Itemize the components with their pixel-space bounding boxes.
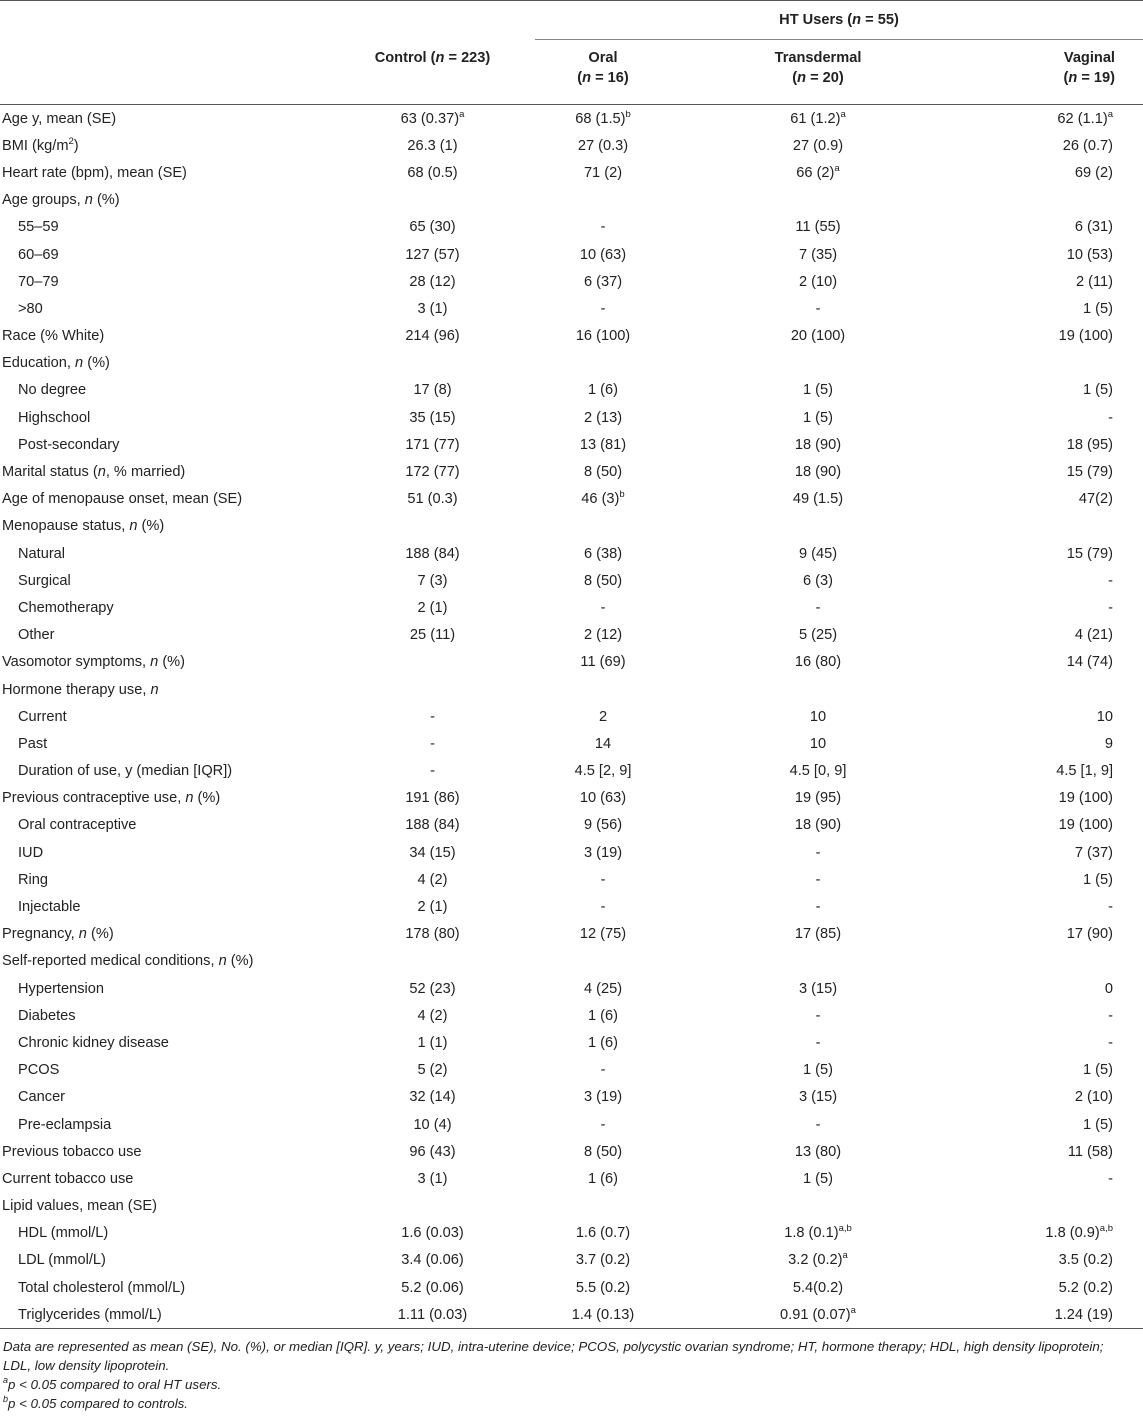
transdermal-cell: - (815, 599, 821, 616)
row-label: IUD (18, 844, 44, 861)
control-cell (330, 649, 535, 676)
row-label: Hypertension (18, 980, 104, 997)
table-row (0, 513, 1143, 540)
vaginal-cell: 19 (100) (1058, 328, 1113, 345)
row-label: Duration of use, y (median [IQR]) (18, 763, 233, 780)
control-cell: 3 (1) (417, 300, 448, 317)
vaginal-cell: - (1108, 572, 1113, 589)
table-row (0, 866, 1143, 893)
transdermal-cell: 27 (0.9) (792, 137, 844, 154)
vaginal-cell: 1.8 $(0.9)^{a,b}$ (1045, 1223, 1113, 1242)
oral-cell: 46 $(3)^b$ (581, 489, 625, 508)
row-label: Surgical (18, 572, 71, 589)
table-row (0, 159, 1143, 186)
vaginal-cell (965, 1193, 1143, 1220)
vaginal-cell (965, 350, 1143, 377)
table-row (0, 649, 1143, 676)
control-cell: - (430, 735, 435, 752)
vaginal-cell: 5.2 (0.2) (1058, 1279, 1113, 1296)
row-label: Past (18, 735, 48, 752)
table-row (0, 458, 1143, 485)
row-label: Previous tobacco use (2, 1143, 142, 1160)
table-row (0, 812, 1143, 839)
table-row (0, 567, 1143, 594)
vaginal-cell: 1.24 (19) (965, 1301, 1143, 1329)
row-label: No degree (18, 382, 87, 399)
vaginal-cell: 1 (5) (1082, 871, 1113, 888)
control-cell: 5.2 (0.06) (401, 1279, 464, 1296)
control-cell (330, 350, 535, 377)
transdermal-column-header: Transdermal (n = 20) (774, 50, 862, 86)
transdermal-cell: 11 (55) (795, 219, 841, 236)
oral-cell: 12 (75) (579, 926, 627, 943)
transdermal-cell: 1 (5) (802, 382, 833, 399)
control-cell: 68 (0.5) (407, 164, 458, 181)
table-row (0, 540, 1143, 567)
vaginal-cell: - (1108, 899, 1113, 916)
vaginal-cell: 1 (5) (1082, 1062, 1113, 1079)
transdermal-cell: 10 (809, 735, 827, 752)
oral-cell (535, 1193, 671, 1220)
row-label: Hormone therapy use, n (2, 681, 159, 698)
oral-cell: 6 (38) (583, 545, 623, 562)
control-cell: 96 (43) (409, 1143, 456, 1160)
row-label: BMI $(kg/m^2)$ (2, 135, 79, 154)
transdermal-cell: 18 (90) (794, 436, 842, 453)
control-cell: 188 (84) (405, 545, 460, 562)
vaginal-cell (965, 513, 1143, 540)
transdermal-cell: 1 (5) (802, 1170, 833, 1187)
transdermal-cell: - (815, 1116, 821, 1133)
oral-cell: 5.5 (0.2) (575, 1279, 631, 1296)
row-label: Total cholesterol (mmol/L) (18, 1279, 186, 1296)
vaginal-cell: 1 (5) (1082, 382, 1113, 399)
row-label: Post-secondary (18, 436, 120, 453)
table-row (0, 594, 1143, 621)
vaginal-cell: - (1108, 1007, 1113, 1024)
oral-cell: 71 (2) (583, 164, 623, 181)
oral-cell (535, 350, 671, 377)
table-row (0, 975, 1143, 1002)
table-row (0, 1029, 1143, 1056)
vaginal-cell: 69 (2) (1074, 164, 1113, 181)
table-row (0, 1247, 1143, 1274)
transdermal-cell: 17 (85) (794, 926, 842, 943)
table-row (0, 893, 1143, 920)
transdermal-cell: 61 $(1.2)^a$ (790, 108, 846, 127)
row-label: Ring (18, 871, 49, 888)
row-label: Highschool (18, 409, 91, 426)
table-row (0, 785, 1143, 812)
oral-cell: - (600, 871, 606, 888)
table-header (0, 1, 1143, 105)
vaginal-cell: 7 (37) (1074, 844, 1113, 861)
oral-cell: 2 (598, 708, 608, 725)
oral-cell: - (600, 599, 606, 616)
transdermal-cell: 13 (80) (794, 1143, 842, 1160)
vaginal-cell: 11 (58) (1067, 1143, 1113, 1160)
oral-cell: 14 (594, 735, 612, 752)
oral-cell: 10 (63) (579, 790, 627, 807)
oral-cell: 3.7 (0.2) (575, 1252, 631, 1269)
table-row (0, 350, 1143, 377)
row-label: >80 (18, 300, 43, 317)
vaginal-cell: 3.5 (0.2) (1058, 1252, 1113, 1269)
transdermal-cell: 5 (25) (798, 627, 838, 644)
transdermal-cell: 16 (80) (794, 654, 842, 671)
vaginal-cell: 2 (10) (1074, 1089, 1113, 1106)
footnote-a: $^a$p < 0.05 compared to oral HT users. (3, 1375, 222, 1393)
transdermal-cell (671, 676, 965, 703)
ht-users-group-header: HT Users (n = 55) (535, 1, 1143, 40)
row-label: Age of menopause onset, mean (SE) (2, 491, 243, 508)
vaginal-cell: 19 (100) (1058, 817, 1113, 834)
oral-cell: 11 (69) (580, 654, 626, 671)
row-label: Lipid values, mean (SE) (2, 1198, 157, 1215)
transdermal-cell: 4.5 [0, 9] (789, 763, 847, 780)
table-body (0, 105, 1143, 1329)
oral-cell: 1.6 (0.7) (575, 1225, 631, 1242)
oral-cell: - (600, 1062, 606, 1079)
row-label: HDL (mmol/L) (18, 1225, 109, 1242)
control-cell: 28 (12) (409, 273, 456, 290)
vaginal-cell: 1 (5) (1082, 300, 1113, 317)
oral-cell: 9 (56) (583, 817, 623, 834)
table-row (0, 214, 1143, 241)
transdermal-cell: 1 (5) (802, 409, 833, 426)
table-row (0, 703, 1143, 730)
table-row (0, 921, 1143, 948)
table-row (0, 1111, 1143, 1138)
control-cell: 4 (2) (417, 1007, 448, 1024)
transdermal-cell: 5.4(0.2) (792, 1279, 844, 1296)
vaginal-cell: 62 $(1.1)^a$ (1057, 108, 1113, 127)
table-row (0, 1002, 1143, 1029)
vaginal-cell (965, 187, 1143, 214)
table-footnotes (0, 1329, 1143, 1413)
oral-cell (535, 187, 671, 214)
vaginal-cell: 6 (31) (1074, 219, 1113, 236)
table-row (0, 1220, 1143, 1247)
control-cell: 65 (30) (409, 219, 456, 236)
oral-cell: 3 (19) (583, 1089, 623, 1106)
oral-cell: 1 (6) (587, 1170, 618, 1187)
row-label: Current tobacco use (2, 1170, 134, 1187)
row-label: Pregnancy, n (%) (2, 926, 114, 943)
transdermal-cell (671, 350, 965, 377)
transdermal-cell: 1.8 $(0.1)^{a,b}$ (784, 1223, 852, 1242)
footnote-b: $^b$p < 0.05 compared to controls. (3, 1394, 188, 1412)
table-row (0, 1193, 1143, 1220)
control-cell: 188 (84) (405, 817, 460, 834)
table-row (0, 1165, 1143, 1192)
control-cell (330, 1193, 535, 1220)
control-cell: 191 (86) (405, 790, 460, 807)
oral-cell: - (600, 1116, 606, 1133)
table-row (0, 730, 1143, 757)
row-label: Pre-eclampsia (18, 1116, 112, 1133)
row-label: 60–69 (18, 246, 59, 263)
vaginal-cell: 1 (5) (1082, 1116, 1113, 1133)
row-label: Cancer (18, 1089, 66, 1106)
oral-cell: 2 (13) (583, 409, 623, 426)
transdermal-cell: 18 (90) (794, 464, 842, 481)
control-cell: 171 (77) (405, 436, 460, 453)
transdermal-cell: 3.2 $(0.2)^a$ (788, 1250, 848, 1269)
vaginal-cell: - (1108, 409, 1113, 426)
row-label: Vasomotor symptoms, n (%) (2, 654, 186, 671)
row-label: Previous contraceptive use, n (%) (2, 790, 221, 807)
transdermal-cell: 2 (10) (798, 273, 838, 290)
transdermal-cell: 49 (1.5) (792, 491, 844, 508)
transdermal-cell: 10 (809, 708, 827, 725)
vaginal-cell: 19 (100) (1058, 790, 1113, 807)
control-cell: 1.11 (0.03) (330, 1301, 535, 1329)
control-cell: 3.4 (0.06) (401, 1252, 464, 1269)
row-label: Self-reported medical conditions, n (%) (2, 953, 254, 970)
transdermal-cell (671, 948, 965, 975)
transdermal-cell: 0.91 $(0.07)^a$ (671, 1301, 965, 1329)
row-label: Oral contraceptive (18, 817, 137, 834)
oral-cell: 27 (0.3) (577, 137, 629, 154)
vaginal-cell: 15 (79) (1066, 464, 1113, 481)
vaginal-cell: 47(2) (1078, 491, 1113, 508)
row-label: Age y, mean (SE) (2, 110, 117, 127)
vaginal-cell: 10 (1096, 708, 1113, 725)
vaginal-cell: - (1108, 1034, 1113, 1051)
row-label: Natural (18, 545, 66, 562)
row-label: Triglycerides (mmol/L) (0, 1301, 330, 1329)
row-label: Marital status (n, % married) (2, 464, 186, 481)
table-row (0, 1301, 1143, 1329)
footnote-abbreviations: Data are represented as mean (SE), No. (%), or median [IQR]. y, years; IUD, intra-uterine device; PCOS, polycystic ovarian syndrome; HT, hormone therapy; HDL, high density lipoprotein; (3, 1339, 1104, 1355)
table-row (0, 676, 1143, 703)
table-row (0, 105, 1143, 133)
transdermal-cell: 66 $(2)^a$ (796, 162, 840, 181)
oral-cell: 16 (100) (575, 328, 631, 345)
oral-cell: 8 (50) (583, 464, 623, 481)
transdermal-cell (671, 1193, 965, 1220)
control-cell: 35 (15) (409, 409, 456, 426)
row-label: Heart rate (bpm), mean (SE) (2, 164, 187, 181)
oral-cell: 10 (63) (579, 246, 627, 263)
control-cell: 10 (4) (413, 1116, 452, 1133)
transdermal-cell (671, 187, 965, 214)
control-cell (330, 187, 535, 214)
table-row (0, 622, 1143, 649)
row-label: Menopause status, n (%) (2, 518, 165, 535)
control-cell: 34 (15) (409, 844, 456, 861)
oral-cell: 2 (12) (583, 627, 623, 644)
row-label: Injectable (18, 899, 81, 916)
oral-cell (535, 676, 671, 703)
control-cell: 32 (14) (409, 1089, 456, 1106)
table-row (0, 268, 1143, 295)
oral-cell: 6 (37) (583, 273, 623, 290)
oral-cell: 1 (6) (587, 1034, 618, 1051)
oral-cell: - (600, 300, 606, 317)
control-cell: 63 $(0.37)^a$ (400, 108, 465, 127)
oral-column-header: Oral (n = 16) (577, 50, 629, 86)
transdermal-cell: 6 (3) (802, 572, 833, 589)
table-row (0, 1057, 1143, 1084)
oral-cell: 68 $(1.5)^b$ (575, 108, 631, 127)
table-row (0, 404, 1143, 431)
control-cell: 172 (77) (405, 464, 460, 481)
oral-cell: 13 (81) (579, 436, 627, 453)
table-row (0, 431, 1143, 458)
control-cell (330, 513, 535, 540)
transdermal-cell: - (815, 844, 821, 861)
control-cell: - (430, 708, 435, 725)
oral-cell (535, 948, 671, 975)
transdermal-cell: - (815, 871, 821, 888)
oral-cell: 1 (6) (587, 1007, 618, 1024)
row-label: Chemotherapy (18, 599, 114, 616)
control-cell: 25 (11) (409, 627, 456, 644)
table-row (0, 1138, 1143, 1165)
transdermal-cell: 3 (15) (798, 980, 838, 997)
transdermal-cell: 3 (15) (798, 1089, 838, 1106)
vaginal-cell: - (1108, 1170, 1113, 1187)
vaginal-cell: 4.5 [1, 9] (1056, 763, 1113, 780)
row-label: Chronic kidney disease (18, 1034, 169, 1051)
control-cell: 26.3 (1) (407, 137, 458, 154)
control-cell (330, 676, 535, 703)
transdermal-cell: 18 (90) (794, 817, 842, 834)
transdermal-cell: - (815, 300, 821, 317)
row-label: Diabetes (18, 1007, 76, 1024)
table-row (0, 1274, 1143, 1301)
control-cell: 5 (2) (417, 1062, 448, 1079)
control-cell: 17 (8) (413, 382, 452, 399)
control-cell: 2 (1) (417, 899, 448, 916)
table-row (0, 486, 1143, 513)
vaginal-cell: 2 (11) (1075, 273, 1113, 290)
control-cell: 3 (1) (417, 1170, 448, 1187)
control-cell: 1.6 (0.03) (401, 1225, 464, 1242)
table-row (0, 295, 1143, 322)
oral-cell: 4.5 [2, 9] (574, 763, 632, 780)
vaginal-column-header: Vaginal (n = 19) (1063, 50, 1115, 86)
vaginal-cell: 17 (90) (1066, 926, 1113, 943)
row-label: Other (18, 627, 55, 644)
control-cell: 52 (23) (409, 980, 456, 997)
row-label: 70–79 (18, 273, 59, 290)
oral-cell: - (600, 219, 606, 236)
vaginal-cell: 4 (21) (1074, 627, 1113, 644)
vaginal-cell (965, 948, 1143, 975)
transdermal-cell (671, 513, 965, 540)
oral-cell: 1 (6) (587, 382, 618, 399)
table-row (0, 323, 1143, 350)
control-cell: 127 (57) (405, 246, 460, 263)
control-cell: 7 (3) (417, 572, 448, 589)
table-row (0, 377, 1143, 404)
transdermal-cell: 19 (95) (794, 790, 842, 807)
vaginal-cell: - (1108, 599, 1113, 616)
control-cell: - (430, 763, 435, 780)
footnote-abbreviations-cont: LDL, low density lipoprotein. (3, 1358, 170, 1374)
vaginal-cell (965, 676, 1143, 703)
oral-cell: 8 (50) (583, 1143, 623, 1160)
row-label: LDL (mmol/L) (18, 1252, 106, 1269)
row-label: 55–59 (18, 219, 59, 236)
oral-cell: 4 (25) (583, 980, 623, 997)
row-label: Education, n (%) (2, 355, 110, 372)
transdermal-cell: - (815, 899, 821, 916)
table-row (0, 132, 1143, 159)
row-label: Current (18, 708, 67, 725)
control-cell: 4 (2) (417, 871, 448, 888)
control-cell: 1 (1) (417, 1034, 448, 1051)
transdermal-cell: - (815, 1007, 821, 1024)
table-row (0, 187, 1143, 214)
oral-cell (535, 513, 671, 540)
control-cell (330, 948, 535, 975)
oral-cell: 8 (50) (583, 572, 623, 589)
control-cell: 214 (96) (405, 328, 460, 345)
oral-cell: - (600, 899, 606, 916)
control-cell: 51 (0.3) (407, 491, 458, 508)
control-column-header: Control (n = 223) (374, 49, 491, 66)
oral-cell: 1.4 (0.13) (535, 1301, 671, 1329)
table-row (0, 839, 1143, 866)
vaginal-cell: 10 (53) (1066, 246, 1113, 263)
vaginal-cell: 26 (0.7) (1062, 137, 1113, 154)
table-row (0, 1084, 1143, 1111)
row-label: Race (% White) (2, 328, 105, 345)
vaginal-cell: 0 (1104, 980, 1113, 997)
control-cell: 2 (1) (417, 599, 448, 616)
table-row (0, 758, 1143, 785)
transdermal-cell: 1 (5) (802, 1062, 833, 1079)
table-row (0, 948, 1143, 975)
vaginal-cell: 18 (95) (1066, 436, 1113, 453)
transdermal-cell: - (815, 1034, 821, 1051)
oral-cell: 3 (19) (583, 844, 623, 861)
vaginal-cell: 9 (1104, 735, 1113, 752)
row-label: Age groups, n (%) (2, 192, 120, 209)
transdermal-cell: 20 (100) (790, 328, 846, 345)
table-row (0, 241, 1143, 268)
control-cell: 178 (80) (405, 926, 460, 943)
vaginal-cell: 14 (74) (1066, 654, 1113, 671)
transdermal-cell: 7 (35) (798, 246, 838, 263)
row-label: PCOS (18, 1062, 60, 1079)
vaginal-cell: 15 (79) (1066, 545, 1113, 562)
transdermal-cell: 9 (45) (798, 545, 838, 562)
